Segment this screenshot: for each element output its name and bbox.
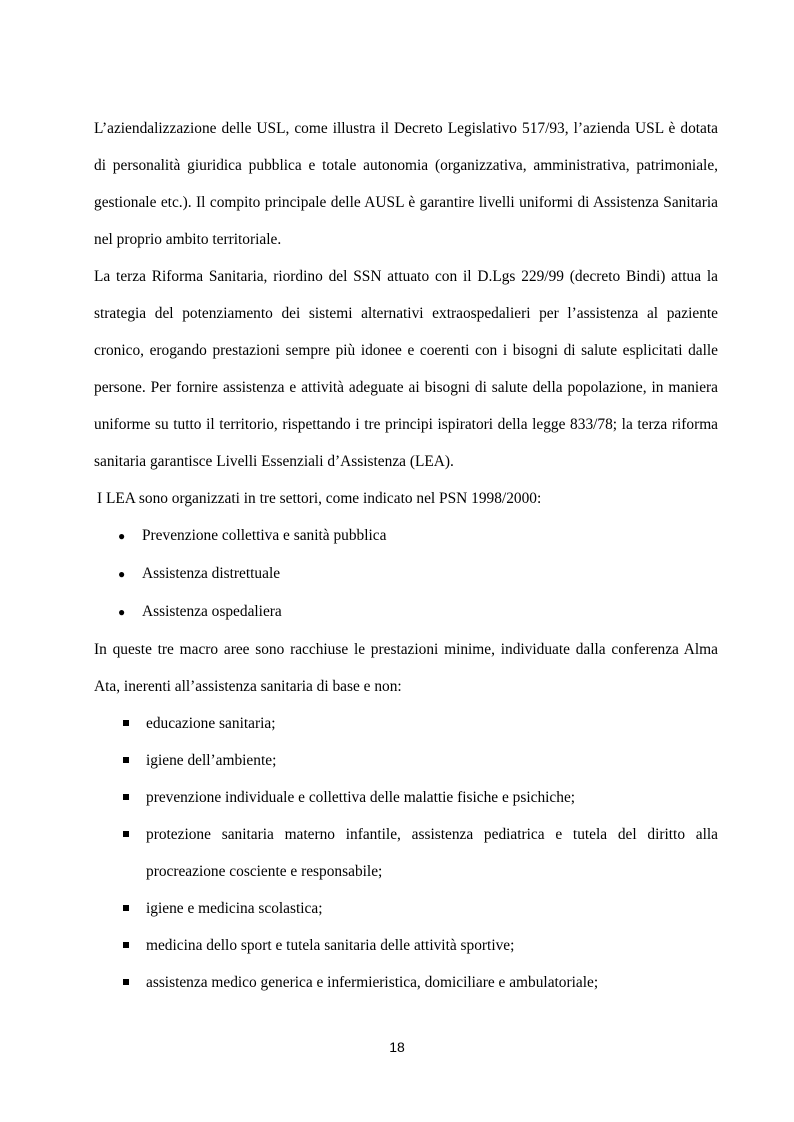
bullet-square-icon	[123, 720, 129, 726]
list-item-text: Assistenza distrettuale	[142, 565, 281, 582]
list-item	[94, 964, 718, 1001]
services-list	[94, 705, 718, 1001]
list-item	[94, 517, 718, 555]
list-item	[94, 779, 718, 816]
page-number: 18	[389, 1039, 405, 1055]
bullet-square-icon	[123, 905, 129, 911]
bullet-dot-icon: ●	[118, 605, 126, 619]
list-item-text: protezione sanitaria materno infantile, assistenza pediatrica e tutela del diritto alla procreazione cosciente e responsabile;	[146, 826, 718, 880]
sectors-list	[94, 517, 718, 631]
list-item	[94, 593, 718, 631]
paragraph-lea-settori: I LEA sono organizzati in tre settori, come indicato nel PSN 1998/2000:	[97, 490, 542, 507]
bullet-square-icon	[123, 831, 129, 837]
paragraph-macro-aree: In queste tre macro aree sono racchiuse le prestazioni minime, individuate dalla conferenza Alma Ata, inerenti all’assistenza sanitaria di base e non:	[94, 641, 718, 695]
list-item-text: assistenza medico generica e infermieristica, domiciliare e ambulatoriale;	[146, 974, 599, 991]
list-item-text: educazione sanitaria;	[146, 715, 276, 732]
list-item-text: Prevenzione collettiva e sanità pubblica	[142, 527, 387, 544]
list-item	[94, 927, 718, 964]
list-item	[94, 705, 718, 742]
document-body	[94, 110, 718, 1001]
list-item-text: igiene e medicina scolastica;	[146, 900, 323, 917]
list-item	[94, 742, 718, 779]
bullet-square-icon	[123, 794, 129, 800]
bullet-square-icon	[123, 757, 129, 763]
list-item	[94, 816, 718, 890]
paragraph-terza-riforma: La terza Riforma Sanitaria, riordino del SSN attuato con il D.Lgs 229/99 (decreto Bindi) attua la strategia del potenziamento dei sistemi alternativi extraospedalieri per l’assistenza al paziente cronico, erogando prestazioni sempre più idonee e coerenti con i bisogni di salute esplicitati dalle persone. Per fornire assistenza e attività adeguate ai bisogni di salute della popolazione, in maniera uniforme su tutto il territorio, rispettando i tre principi ispiratori della legge 833/78; la terza riforma sanitaria garantisce Livelli Essenziali d’Assistenza (LEA).	[94, 268, 718, 470]
bullet-dot-icon: ●	[118, 567, 126, 581]
list-item-text: igiene dell’ambiente;	[146, 752, 277, 769]
bullet-dot-icon: ●	[118, 529, 126, 543]
list-item-text: prevenzione individuale e collettiva delle malattie fisiche e psichiche;	[146, 789, 576, 806]
list-item-text: medicina dello sport e tutela sanitaria delle attività sportive;	[146, 937, 515, 954]
list-item-text: Assistenza ospedaliera	[142, 603, 282, 620]
paragraph-aziendalizzazione: L’aziendalizzazione delle USL, come illustra il Decreto Legislativo 517/93, l’azienda USL è dotata di personalità giuridica pubblica e totale autonomia (organizzativa, amministrativa, patrimoniale, gestionale etc.). Il compito principale delle AUSL è garantire livelli uniformi di Assistenza Sanitaria nel proprio ambito territoriale.	[94, 120, 718, 248]
list-item	[94, 555, 718, 593]
list-item	[94, 890, 718, 927]
bullet-square-icon	[123, 979, 129, 985]
bullet-square-icon	[123, 942, 129, 948]
